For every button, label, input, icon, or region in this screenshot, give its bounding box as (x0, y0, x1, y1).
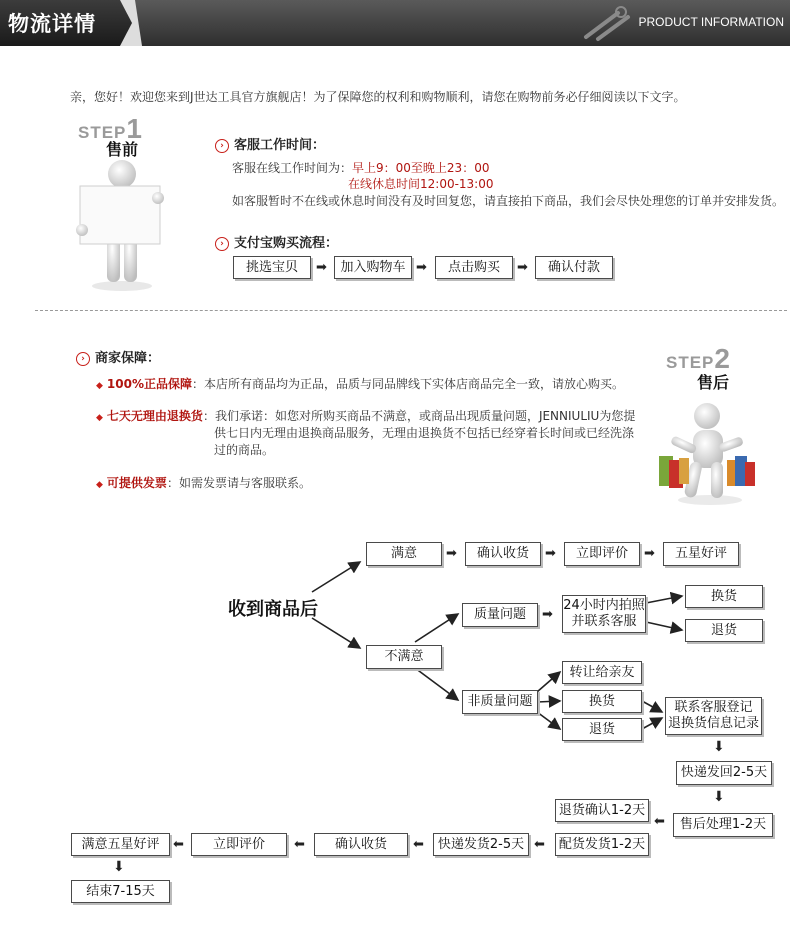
service-line-1-prefix: 客服在线工作时间为： (232, 161, 353, 175)
flow-return: 退货 (685, 619, 763, 642)
guarantee-item-2-key: 七天无理由退换货 (106, 409, 203, 423)
down-arrow-icon: ⬇ (713, 789, 725, 805)
right-arrow-icon: ➡ (446, 546, 457, 561)
flow-express-return: 快递发回2-5天 (676, 761, 772, 785)
flow-end: 结束7-15天 (71, 880, 170, 903)
step2-word: STEP (666, 353, 715, 372)
flow-confirm-receipt: 确认收货 (465, 542, 541, 566)
left-arrow-icon: ⬅ (654, 814, 665, 829)
right-arrow-icon: ➡ (416, 260, 427, 275)
flow-non-quality-issue: 非质量问题 (462, 690, 538, 714)
alipay-flow-title-text: 支付宝购买流程： (234, 236, 339, 251)
flow-after-sale: 售后处理1-2天 (673, 813, 773, 837)
right-arrow-icon: ➡ (542, 607, 553, 622)
service-hours-title-text: 客服工作时间： (234, 138, 326, 153)
flow-ship-out: 配货发货1-2天 (555, 833, 649, 856)
header-english-title: PRODUCT INFORMATION (638, 15, 784, 29)
down-arrow-icon: ⬇ (113, 859, 125, 875)
flow-confirm-receipt-2: 确认收货 (314, 833, 408, 856)
step1-label: 售前 (106, 140, 139, 159)
flow-quality-issue: 质量问题 (462, 603, 538, 627)
flow-transfer-friend: 转让给亲友 (562, 661, 642, 684)
left-arrow-icon: ⬅ (294, 837, 305, 852)
right-arrow-icon: ➡ (517, 260, 528, 275)
arrow-circle-icon: › (76, 352, 90, 366)
alipay-step-4: 确认付款 (535, 256, 613, 279)
flow-exchange: 换货 (685, 585, 763, 608)
flow-satisfied-five-star: 满意五星好评 (71, 833, 170, 856)
left-arrow-icon: ⬅ (173, 837, 184, 852)
flow-exchange-2: 换货 (562, 690, 642, 713)
step1-number: 1 (126, 113, 142, 144)
flow-return-2: 退货 (562, 718, 642, 741)
guarantee-item-2-text: ：我们承诺：如您对所购买商品不满意，或商品出现质量问题，JENNIULIU为您提 (202, 409, 636, 423)
diamond-bullet-icon: ◆ (96, 480, 103, 490)
alipay-step-1: 挑选宝贝 (233, 256, 311, 279)
left-arrow-icon: ⬅ (413, 837, 424, 852)
flow-unsatisfied: 不满意 (366, 645, 442, 669)
guarantee-item-2-line2: 供七日内无理由退换商品服务，无理由退换货不包括已经穿着长时间或已经洗涤 (214, 426, 635, 440)
guarantee-item-1-key: 100%正品保障 (106, 377, 192, 391)
service-rest-hours: 在线休息时间12:00-13:00 (348, 177, 494, 191)
guarantee-item-3-key: 可提供发票 (106, 476, 167, 490)
arrow-circle-icon: › (215, 237, 229, 251)
guarantee-item-2-line3: 过的商品。 (214, 443, 275, 457)
left-arrow-icon: ⬅ (534, 837, 545, 852)
step1-word: STEP (78, 123, 127, 142)
alipay-step-3: 点击购买 (435, 256, 513, 279)
flow-contact-register (665, 697, 762, 735)
flow-satisfied: 满意 (366, 542, 442, 566)
service-note: 如客服暂时不在线或休息时间没有及时回复您，请直接拍下商品，我们会尽快处理您的订单并安排发货。 (232, 194, 785, 208)
flow-rate-now: 立即评价 (564, 542, 640, 566)
right-arrow-icon: ➡ (545, 546, 556, 561)
flow-rate-now-2: 立即评价 (191, 833, 287, 856)
flow-start-label: 收到商品后 (228, 599, 318, 620)
flow-contact-register-line1: 联系客服登记 (674, 700, 753, 715)
guarantee-item-1-text: ：本店所有商品均为正品，品质与同品牌线下实体店商品完全一致，请放心购买。 (192, 377, 625, 391)
intro-text: 亲，您好！欢迎您来到J世达工具官方旗舰店！为了保障您的权利和购物顺利，请您在购物前务必仔细阅读以下文字。 (70, 90, 686, 104)
step2-label: 售后 (697, 373, 730, 392)
right-arrow-icon: ➡ (644, 546, 655, 561)
flow-photo-contact-line1: 24小时内拍照 (563, 598, 645, 613)
diamond-bullet-icon: ◆ (96, 413, 103, 423)
flow-express-ship: 快递发货2-5天 (433, 833, 529, 856)
right-arrow-icon: ➡ (316, 260, 327, 275)
header-title: 物流详情 (8, 12, 96, 36)
guarantee-title-text: 商家保障： (95, 351, 161, 366)
down-arrow-icon: ⬇ (713, 739, 725, 755)
service-hours: 早上9：00至晚上23：00 (352, 161, 490, 175)
flow-five-star: 五星好评 (663, 542, 739, 566)
guarantee-item-3-text: ：如需发票请与客服联系。 (166, 476, 311, 490)
arrow-circle-icon: › (215, 139, 229, 153)
flow-refund-confirm: 退货确认1-2天 (555, 799, 649, 822)
alipay-step-2: 加入购物车 (334, 256, 412, 279)
flow-contact-register-line2: 退换货信息记录 (667, 716, 759, 731)
flow-photo-contact-line2: 并联系客服 (571, 614, 637, 629)
diamond-bullet-icon: ◆ (96, 381, 103, 391)
step2-number: 2 (714, 343, 730, 374)
flow-photo-contact (562, 595, 646, 633)
